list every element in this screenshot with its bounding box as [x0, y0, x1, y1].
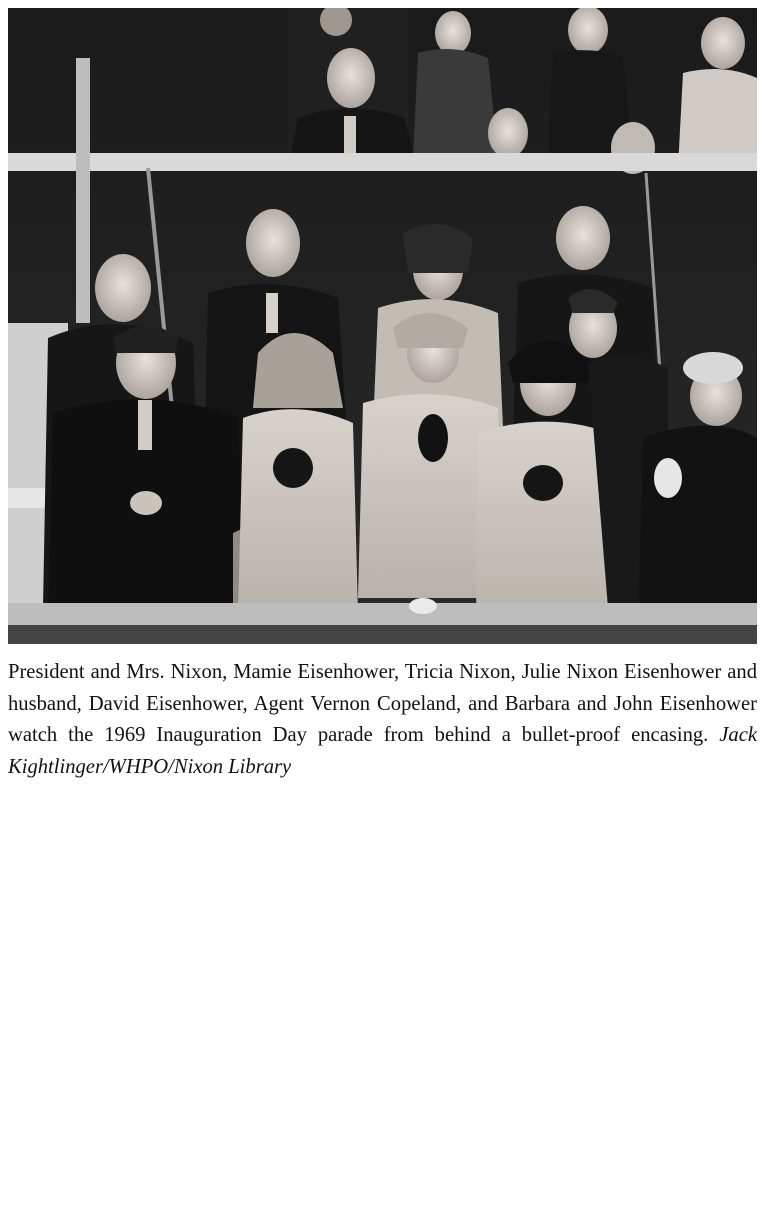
glass-post-left	[76, 58, 90, 323]
caption-text: President and Mrs. Nixon, Mamie Eisenhower, Tricia Nixon, Julie Nixon Eisenhower and husband, David Eisenhower, Agent Vernon Copeland, and Barbara and John Eisenhower watch the 1969 Inauguration Day parade from behind a bullet-proof encasing.	[8, 661, 757, 746]
photo-credit: Jack Kightlinger/WHPO/Nixon Library	[8, 724, 757, 778]
teacup	[409, 598, 437, 614]
glass-top-rail	[8, 153, 757, 171]
photo-caption	[8, 657, 757, 783]
inauguration-photograph	[8, 8, 757, 644]
front-ledge	[8, 603, 757, 625]
photograph-illustration	[8, 8, 757, 644]
